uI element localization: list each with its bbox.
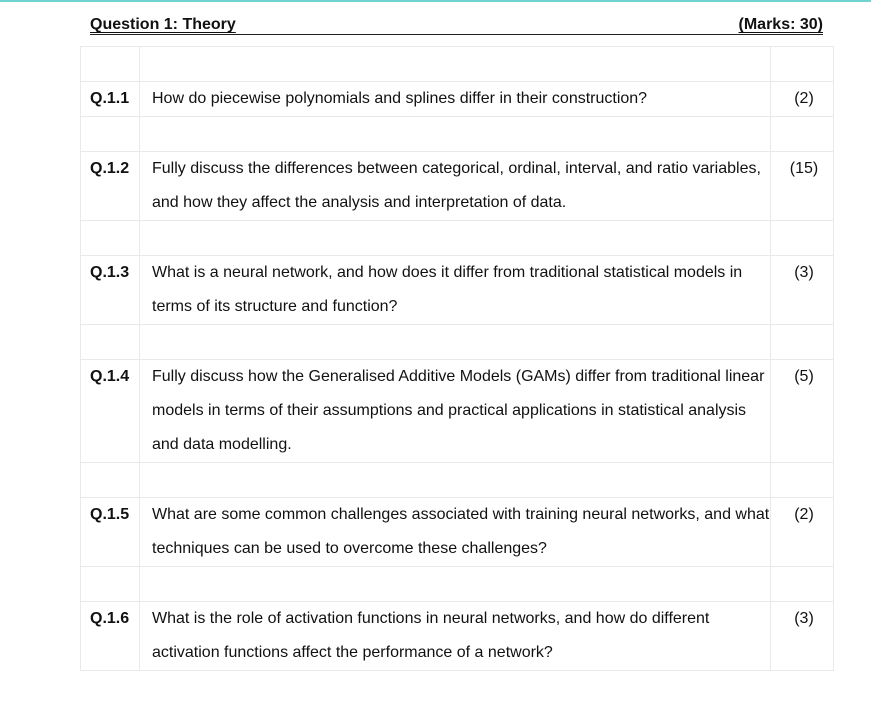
spacer-row	[81, 325, 834, 360]
question-marks: (5)	[771, 360, 834, 463]
question-title: Question 1: Theory	[90, 16, 236, 33]
question-row-1	[81, 82, 834, 117]
question-text: What are some common challenges associated with training neural networks, and what techniques can be used to overcome these challenges?	[140, 498, 771, 567]
header-rule	[90, 34, 823, 35]
question-number: Q.1.6	[81, 602, 140, 671]
question-marks: (2)	[771, 82, 834, 117]
question-number: Q.1.2	[81, 152, 140, 221]
question-number: Q.1.3	[81, 256, 140, 325]
question-row-4	[81, 360, 834, 463]
spacer-row	[81, 567, 834, 602]
question-marks: (2)	[771, 498, 834, 567]
spacer-row	[81, 117, 834, 152]
spacer-row	[81, 221, 834, 256]
question-number: Q.1.4	[81, 360, 140, 463]
question-number: Q.1.1	[81, 82, 140, 117]
top-border	[0, 0, 871, 2]
question-marks: (3)	[771, 256, 834, 325]
question-text: How do piecewise polynomials and splines differ in their construction?	[140, 82, 771, 117]
question-marks: (15)	[771, 152, 834, 221]
question-text: Fully discuss how the Generalised Additive Models (GAMs) differ from traditional linear models in terms of their assumptions and practical applications in statistical analysis and data modelling.	[140, 360, 771, 463]
question-marks: (3)	[771, 602, 834, 671]
questions-table	[80, 46, 834, 671]
question-text: Fully discuss the differences between categorical, ordinal, interval, and ratio variables, and how they affect the analysis and interpretation of data.	[140, 152, 771, 221]
question-row-3	[81, 256, 834, 325]
question-document	[80, 8, 833, 671]
question-header	[80, 8, 833, 46]
question-text: What is a neural network, and how does it differ from traditional statistical models in terms of its structure and function?	[140, 256, 771, 325]
question-row-6	[81, 602, 834, 671]
total-marks: (Marks: 30)	[738, 16, 823, 33]
question-number: Q.1.5	[81, 498, 140, 567]
question-row-2	[81, 152, 834, 221]
spacer-row	[81, 463, 834, 498]
spacer-row	[81, 47, 834, 82]
question-text: What is the role of activation functions in neural networks, and how do different activation functions affect the performance of a network?	[140, 602, 771, 671]
question-row-5	[81, 498, 834, 567]
